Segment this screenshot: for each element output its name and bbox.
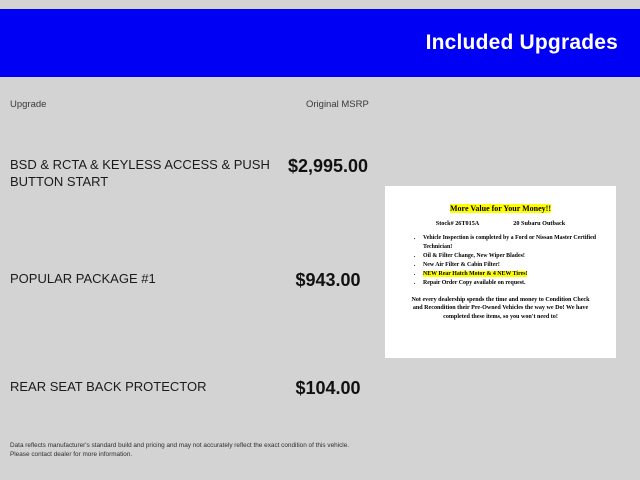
list-item-text: Vehicle Inspection is completed by a Ford or Nissan Master Certified Technician! bbox=[423, 235, 596, 250]
table-row bbox=[0, 378, 640, 408]
column-header-msrp: Original MSRP bbox=[306, 99, 369, 110]
disclaimer-line-2: Please contact dealer for more information. bbox=[10, 451, 133, 458]
upgrade-name: REAR SEAT BACK PROTECTOR bbox=[10, 379, 207, 394]
flyer-footer bbox=[397, 296, 604, 322]
list-item bbox=[423, 261, 604, 270]
reconditioning-flyer bbox=[385, 186, 616, 358]
list-item-text: Repair Order Copy available on request. bbox=[423, 279, 526, 286]
flyer-title bbox=[397, 204, 604, 213]
flyer-vehicle: 20 Subaru Outback bbox=[513, 220, 566, 227]
disclaimer bbox=[10, 441, 410, 459]
flyer-bullet-list bbox=[397, 234, 604, 288]
page-header bbox=[0, 9, 640, 77]
flyer-title-text: More Value for Your Money!! bbox=[449, 204, 552, 213]
list-item-text: NEW Rear Hatch Motor & 4 NEW Tires! bbox=[423, 270, 528, 277]
disclaimer-line-1: Data reflects manufacturer's standard build and pricing and may not accurately reflect the exact condition of this vehicle. bbox=[10, 442, 350, 449]
flyer-stock-line bbox=[397, 220, 604, 227]
upgrade-name: BSD & RCTA & KEYLESS ACCESS & PUSH BUTTON START bbox=[10, 157, 270, 189]
list-item-text: New Air Filter & Cabin Filter! bbox=[423, 261, 500, 268]
list-item bbox=[423, 234, 604, 251]
flyer-footer-line-3: completed these items, so you won't need to! bbox=[443, 314, 558, 321]
column-header-upgrade: Upgrade bbox=[10, 99, 47, 110]
list-item bbox=[423, 252, 604, 261]
flyer-footer-line-1: Not every dealership spends the time and money to Condition Check bbox=[411, 296, 590, 303]
upgrade-name: POPULAR PACKAGE #1 bbox=[10, 271, 156, 286]
flyer-stock-number: Stock# 26T015A bbox=[435, 220, 480, 227]
upgrade-price: $2,995.00 bbox=[287, 156, 369, 176]
upgrade-price: $943.00 bbox=[295, 270, 361, 290]
list-item bbox=[423, 279, 604, 288]
page-title: Included Upgrades bbox=[425, 31, 618, 54]
list-item-text: Oil & Filter Change, New Wiper Blades! bbox=[423, 252, 525, 259]
list-item bbox=[423, 270, 604, 279]
flyer-footer-line-2: and Recondition their Pre-Owned Vehicles the way we Do! We have bbox=[412, 305, 589, 312]
upgrade-price: $104.00 bbox=[295, 378, 361, 398]
